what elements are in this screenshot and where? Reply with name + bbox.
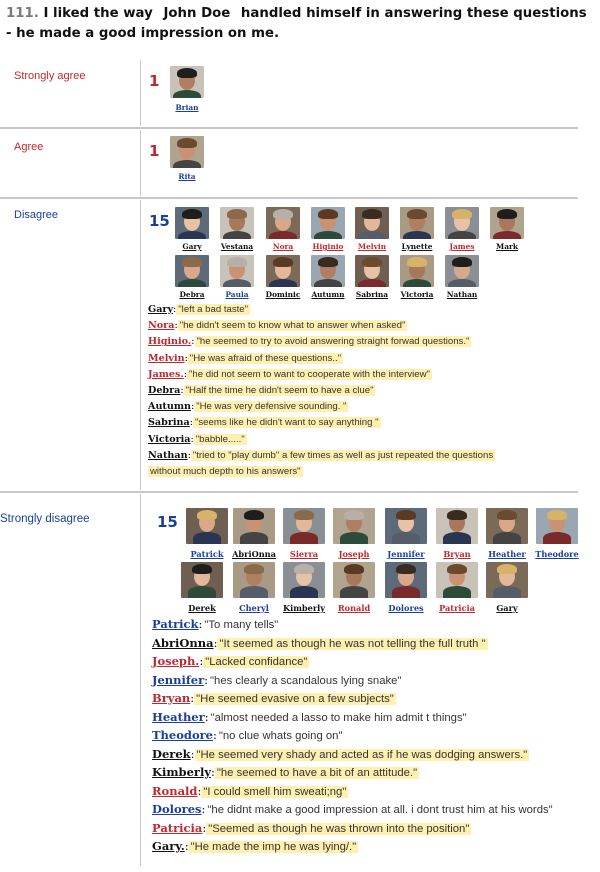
respondent-photo[interactable] bbox=[220, 255, 254, 287]
respondent-name-link[interactable]: Debra bbox=[179, 290, 205, 299]
question-number: 111. bbox=[6, 6, 39, 21]
respondent-name-link[interactable]: Derek bbox=[188, 603, 216, 613]
commenter-name[interactable]: Autumn bbox=[148, 401, 191, 413]
commenter-name[interactable]: Higinio. bbox=[148, 336, 192, 348]
separator: : bbox=[199, 654, 204, 668]
avatar bbox=[490, 207, 524, 239]
respondent-name-link[interactable]: Victoria bbox=[400, 290, 434, 299]
respondent-photo[interactable] bbox=[536, 508, 578, 544]
respondent-photo[interactable] bbox=[233, 562, 275, 598]
divider-vertical bbox=[140, 494, 141, 866]
comment-text: "babble....." bbox=[195, 433, 245, 445]
respondent-photo[interactable] bbox=[283, 508, 325, 544]
avatar bbox=[186, 508, 228, 544]
avatar bbox=[311, 255, 345, 287]
comment-text: "I could smell him sweati;ng" bbox=[203, 785, 347, 798]
comment-text: "left a bad taste" bbox=[178, 304, 249, 315]
respondent-name-link[interactable]: Paula bbox=[225, 290, 249, 299]
commenter-name[interactable]: Debra bbox=[148, 385, 181, 396]
avatar bbox=[355, 207, 389, 239]
comment-row bbox=[152, 709, 469, 727]
comment-row bbox=[148, 416, 381, 429]
comment-text: "He made the imp he was lying/." bbox=[190, 841, 357, 853]
comment-text: "Seemed as though he was thrown into the position" bbox=[208, 822, 470, 835]
comment-text: "almost needed a lasso to make him admit t things" bbox=[210, 711, 467, 724]
avatar bbox=[283, 562, 325, 598]
comment-text: "Lacked confidance" bbox=[205, 656, 308, 668]
commenter-name[interactable]: Jennifer bbox=[152, 672, 205, 687]
comment-row bbox=[148, 433, 247, 446]
comment-text: "Half the time he didn't seem to have a clue" bbox=[185, 385, 374, 396]
commenter-name[interactable]: Nathan bbox=[148, 449, 188, 461]
separator: : bbox=[213, 728, 217, 742]
respondent-photo[interactable] bbox=[170, 136, 204, 168]
commenter-name[interactable]: Patrick bbox=[152, 617, 199, 631]
respondent-photo[interactable] bbox=[266, 255, 300, 287]
commenter-name[interactable]: Bryan bbox=[152, 691, 191, 705]
commenter-name[interactable]: Patricia bbox=[152, 820, 203, 835]
avatar bbox=[266, 207, 300, 239]
separator: : bbox=[191, 336, 195, 348]
commenter-name[interactable]: Derek bbox=[152, 746, 191, 761]
comment-row bbox=[148, 384, 375, 397]
respondent-name-link[interactable]: AbriOnna bbox=[232, 549, 276, 559]
separator: : bbox=[189, 417, 193, 429]
respondent-photo[interactable] bbox=[355, 255, 389, 287]
category-count-disagree: 15 bbox=[149, 212, 170, 230]
respondent-photo[interactable] bbox=[186, 508, 228, 544]
comment-row bbox=[152, 653, 309, 671]
comment-text: "He seemed very shady and acted as if he was dodging answers." bbox=[196, 748, 528, 761]
category-label-strongly-disagree: Strongly disagree bbox=[0, 513, 90, 525]
avatar bbox=[486, 562, 528, 598]
respondent-photo[interactable] bbox=[333, 508, 375, 544]
respondent-name-link[interactable]: Dolores bbox=[388, 603, 424, 613]
category-label-disagree: Disagree bbox=[14, 209, 59, 221]
divider-horizontal bbox=[0, 197, 578, 199]
avatar bbox=[170, 136, 204, 168]
separator: : bbox=[190, 433, 194, 445]
comment-text: "he seemed to try to avoid answering straight forwad questions." bbox=[196, 336, 470, 348]
avatar bbox=[436, 562, 478, 598]
respondent-photo[interactable] bbox=[445, 207, 479, 239]
separator: : bbox=[180, 385, 184, 396]
separator: : bbox=[184, 352, 188, 364]
respondent-name-link[interactable]: Heather bbox=[488, 549, 526, 559]
category-count-strongly-disagree: 15 bbox=[157, 513, 178, 531]
respondent-name-link[interactable]: Patricia bbox=[439, 603, 475, 613]
comment-text: "he did not seem to want to cooperate with the interview" bbox=[189, 368, 430, 380]
avatar bbox=[400, 207, 434, 239]
commenter-name[interactable]: AbriOnna bbox=[152, 635, 214, 650]
avatar bbox=[220, 255, 254, 287]
respondent-name-link[interactable]: Autumn bbox=[311, 290, 345, 299]
commenter-name[interactable]: Theodore bbox=[152, 728, 213, 742]
respondent-name-link[interactable]: Kimberly bbox=[282, 603, 326, 613]
divider-horizontal bbox=[0, 127, 578, 129]
respondent-photo[interactable] bbox=[311, 207, 345, 239]
separator: : bbox=[183, 368, 187, 380]
respondent-photo[interactable] bbox=[486, 508, 528, 544]
avatar bbox=[233, 562, 275, 598]
respondent-name-link[interactable]: Theodore bbox=[535, 549, 579, 559]
separator: : bbox=[202, 820, 207, 835]
commenter-name[interactable]: Heather bbox=[152, 709, 205, 724]
respondent-photo[interactable] bbox=[400, 207, 434, 239]
respondent-photo[interactable] bbox=[355, 207, 389, 239]
respondent-name-link[interactable]: Sierra bbox=[289, 549, 319, 559]
respondent-name-link[interactable]: Nora bbox=[272, 242, 294, 251]
comment-text: without much depth to his answers" bbox=[150, 466, 301, 477]
comment-row bbox=[148, 400, 348, 413]
comment-text: "He was very defensive sounding. " bbox=[196, 401, 347, 413]
comment-text: "hes clearly a scandalous lying snake" bbox=[210, 674, 402, 687]
comment-row bbox=[152, 764, 419, 782]
separator: : bbox=[204, 672, 209, 687]
respondent-name-link[interactable]: Mark bbox=[496, 242, 518, 251]
avatar bbox=[486, 508, 528, 544]
avatar bbox=[436, 508, 478, 544]
respondent-name-link[interactable]: Brian bbox=[175, 103, 199, 112]
divider-horizontal bbox=[0, 491, 578, 493]
comment-text: "He seemed evasive on a few subjects" bbox=[196, 693, 394, 705]
avatar bbox=[400, 255, 434, 287]
separator: : bbox=[197, 783, 202, 798]
comment-row bbox=[148, 449, 495, 462]
separator: : bbox=[190, 691, 195, 705]
comment-row bbox=[148, 368, 432, 381]
question-text-after: handled himself in answering these questions - he made a good impression on me. bbox=[6, 6, 587, 41]
respondent-name-link[interactable]: Melvin bbox=[357, 242, 387, 251]
comment-text: "no clue whats going on" bbox=[218, 730, 343, 742]
respondent-photo[interactable] bbox=[333, 562, 375, 598]
commenter-name[interactable]: Ronald bbox=[152, 783, 198, 798]
comment-text: "To many tells" bbox=[204, 619, 279, 631]
avatar bbox=[181, 562, 223, 598]
respondent-name-link[interactable]: Dominic bbox=[265, 290, 301, 299]
commenter-name[interactable]: Gary. bbox=[152, 839, 185, 853]
separator: : bbox=[190, 401, 195, 413]
avatar bbox=[333, 562, 375, 598]
separator: : bbox=[174, 320, 178, 332]
respondent-name-link[interactable]: James bbox=[449, 242, 475, 251]
commenter-name[interactable]: Sabrina bbox=[148, 417, 190, 429]
avatar bbox=[266, 255, 300, 287]
comment-text: "It seemed as though he was not telling the full truth " bbox=[219, 637, 486, 650]
commenter-name[interactable]: Kimberly bbox=[152, 765, 211, 779]
comment-row bbox=[152, 838, 358, 856]
respondent-name-link[interactable]: Higinio bbox=[312, 242, 344, 251]
commenter-name[interactable]: Joseph. bbox=[152, 654, 200, 668]
respondent-photo[interactable] bbox=[436, 562, 478, 598]
separator: : bbox=[173, 304, 177, 315]
separator: : bbox=[184, 839, 189, 853]
avatar bbox=[536, 508, 578, 544]
commenter-name[interactable]: Dolores bbox=[152, 802, 202, 816]
comment-row bbox=[148, 303, 250, 316]
separator: : bbox=[204, 709, 209, 724]
comment-row bbox=[152, 727, 344, 745]
category-label-agree: Agree bbox=[14, 141, 44, 153]
respondent-name-link[interactable]: Gary bbox=[496, 603, 518, 613]
respondent-photo[interactable] bbox=[181, 562, 223, 598]
avatar bbox=[175, 207, 209, 239]
avatar bbox=[220, 207, 254, 239]
respondent-photo[interactable] bbox=[385, 562, 427, 598]
divider-vertical bbox=[140, 130, 141, 196]
divider-vertical bbox=[140, 200, 141, 490]
respondent-name-link[interactable]: Vestana bbox=[220, 242, 254, 251]
respondent-photo[interactable] bbox=[400, 255, 434, 287]
comment-row bbox=[152, 635, 488, 653]
comment-text: "seems like he didn't want to say anything " bbox=[194, 417, 379, 429]
avatar bbox=[445, 207, 479, 239]
respondent-photo[interactable] bbox=[175, 255, 209, 287]
subject-name: John Doe bbox=[163, 6, 231, 21]
respondent-name-link[interactable]: Cheryl bbox=[239, 603, 269, 613]
avatar bbox=[445, 255, 479, 287]
comment-text: "He was afraid of these questions.." bbox=[189, 352, 342, 364]
respondent-name-link[interactable]: Gary bbox=[182, 242, 202, 251]
avatar bbox=[311, 207, 345, 239]
respondent-photo[interactable] bbox=[486, 562, 528, 598]
comment-row bbox=[152, 616, 280, 634]
divider-vertical bbox=[140, 60, 141, 126]
separator: : bbox=[190, 746, 195, 761]
separator: : bbox=[213, 635, 218, 650]
comment-row bbox=[152, 801, 555, 819]
commenter-name[interactable]: Gary bbox=[148, 304, 174, 315]
separator: : bbox=[187, 449, 191, 461]
comment-row bbox=[148, 319, 407, 332]
comment-text: "he seemed to have a bit of an attitude." bbox=[216, 767, 418, 779]
respondent-name-link[interactable]: Nathan bbox=[446, 290, 478, 299]
avatar bbox=[175, 255, 209, 287]
respondent-name-link[interactable]: Lynette bbox=[401, 242, 433, 251]
respondent-name-link[interactable]: Jennifer bbox=[387, 549, 425, 559]
comment-row bbox=[152, 672, 403, 690]
commenter-name[interactable]: Nora bbox=[148, 320, 175, 332]
avatar bbox=[170, 66, 204, 98]
respondent-name-link[interactable]: Patrick bbox=[190, 549, 224, 559]
comment-row bbox=[152, 820, 471, 838]
respondent-photo[interactable] bbox=[311, 255, 345, 287]
respondent-photo[interactable] bbox=[170, 66, 204, 98]
avatar bbox=[385, 562, 427, 598]
respondent-photo[interactable] bbox=[490, 207, 524, 239]
question-heading bbox=[6, 4, 594, 44]
comment-text: "he didnt make a good impression at all. i dont trust him at his words" bbox=[207, 804, 553, 816]
avatar bbox=[283, 508, 325, 544]
comment-row bbox=[152, 690, 396, 708]
commenter-name[interactable]: Melvin bbox=[148, 352, 185, 364]
comment-row bbox=[148, 352, 343, 365]
comment-row bbox=[152, 783, 348, 801]
comment-text: "tried to "play dumb" a few times as well as just repeated the questions bbox=[192, 449, 494, 461]
separator: : bbox=[211, 765, 215, 779]
category-label-strongly-agree: Strongly agree bbox=[14, 70, 86, 82]
category-count-agree: 1 bbox=[149, 142, 160, 160]
respondent-photo[interactable] bbox=[385, 508, 427, 544]
comment-text: "he didn't seem to know what to answer when asked" bbox=[179, 320, 406, 332]
category-count-strongly-agree: 1 bbox=[149, 72, 160, 90]
comment-row bbox=[148, 335, 471, 348]
respondent-name-link[interactable]: Joseph bbox=[338, 549, 370, 559]
respondent-photo[interactable] bbox=[175, 207, 209, 239]
respondent-name-link[interactable]: Sabrina bbox=[355, 290, 389, 299]
respondent-photo[interactable] bbox=[266, 207, 300, 239]
respondent-name-link[interactable]: Bryan bbox=[443, 549, 471, 559]
separator: : bbox=[201, 802, 206, 816]
respondent-photo[interactable] bbox=[436, 508, 478, 544]
comment-row bbox=[148, 465, 303, 478]
comment-row bbox=[152, 746, 529, 764]
avatar bbox=[333, 508, 375, 544]
commenter-name[interactable]: Victoria bbox=[148, 433, 191, 445]
separator: : bbox=[198, 617, 203, 631]
respondent-name-link[interactable]: Ronald bbox=[337, 603, 371, 613]
respondent-photo[interactable] bbox=[283, 562, 325, 598]
respondent-photo[interactable] bbox=[233, 508, 275, 544]
avatar bbox=[385, 508, 427, 544]
respondent-photo[interactable] bbox=[445, 255, 479, 287]
question-text-before: I liked the way bbox=[43, 6, 153, 21]
respondent-name-link[interactable]: Rita bbox=[178, 172, 196, 181]
commenter-name[interactable]: James. bbox=[148, 368, 184, 380]
respondent-photo[interactable] bbox=[220, 207, 254, 239]
avatar bbox=[355, 255, 389, 287]
avatar bbox=[233, 508, 275, 544]
